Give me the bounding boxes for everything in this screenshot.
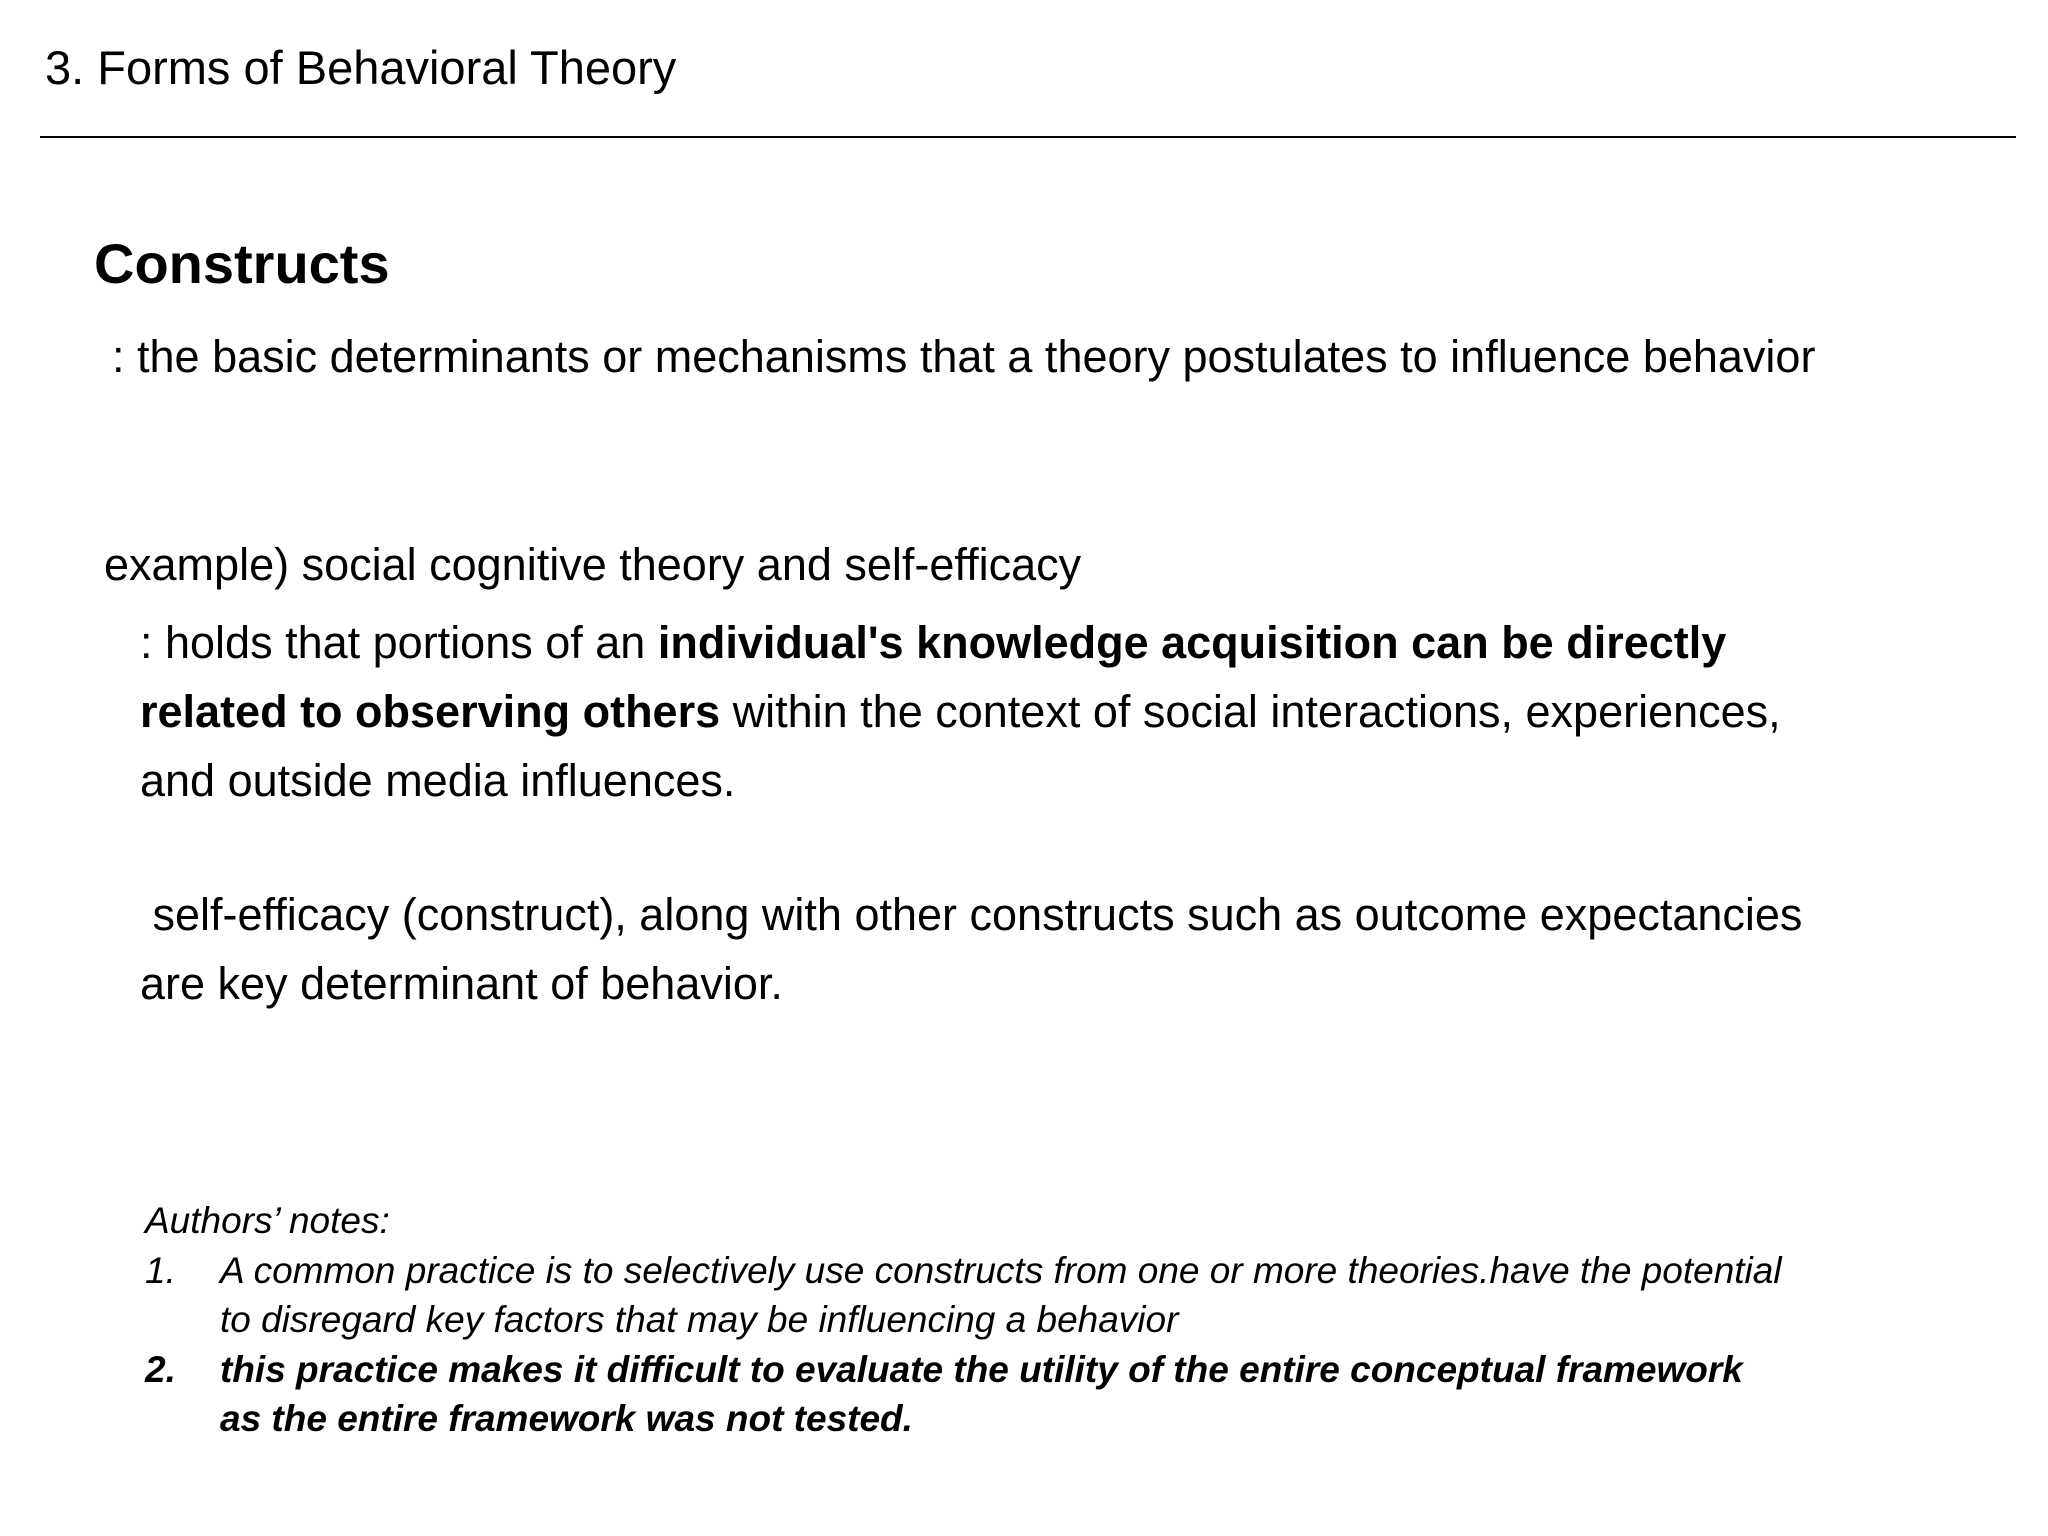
example-line-1-text: : holds that portions of an [140,617,658,668]
example-line-3: and outside media influences. [140,755,736,806]
example-title: example) social cognitive theory and self-efficacy [104,539,1082,590]
note-1-line-2: to disregard key factors that may be influencing a behavior [220,1299,1179,1340]
note-2-text [220,1345,1743,1443]
example-description [140,608,2040,815]
note-2-line-2: as the entire framework was not tested. [220,1398,913,1439]
example-line-2 [140,677,2040,746]
self-efficacy-line-2: are key determinant of behavior. [140,958,783,1009]
authors-notes-title: Authors’ notes: [145,1200,390,1241]
constructs-definition: : the basic determinants or mechanisms that a theory postulates to influence behavior [112,331,1816,382]
example-line-1 [140,608,2040,677]
title-divider [40,136,2016,138]
note-2-line-1: this practice makes it difficult to evaluate the utility of the entire conceptual framework [220,1349,1743,1390]
slide-title: 3. Forms of Behavioral Theory [45,41,677,94]
note-1-line-1: A common practice is to selectively use constructs from one or more theories.have the potential [220,1250,1782,1291]
note-2-number: 2. [145,1349,176,1390]
example-line-1-emphasis: individual's knowledge acquisition can be directly [657,617,1727,668]
note-item-2 [145,1345,2005,1445]
example-line-2-emphasis: related to observing others [140,686,721,737]
example-line-2-text: within the context of social interactions, experiences, [720,686,1781,737]
self-efficacy-line-1: self-efficacy (construct), along with other constructs such as outcome expectancies [140,889,1803,940]
note-1-text [220,1246,1782,1344]
self-efficacy-paragraph [140,880,2040,1018]
note-item-1 [145,1246,2005,1346]
constructs-heading: Constructs [94,232,390,295]
note-1-number: 1. [145,1250,176,1291]
